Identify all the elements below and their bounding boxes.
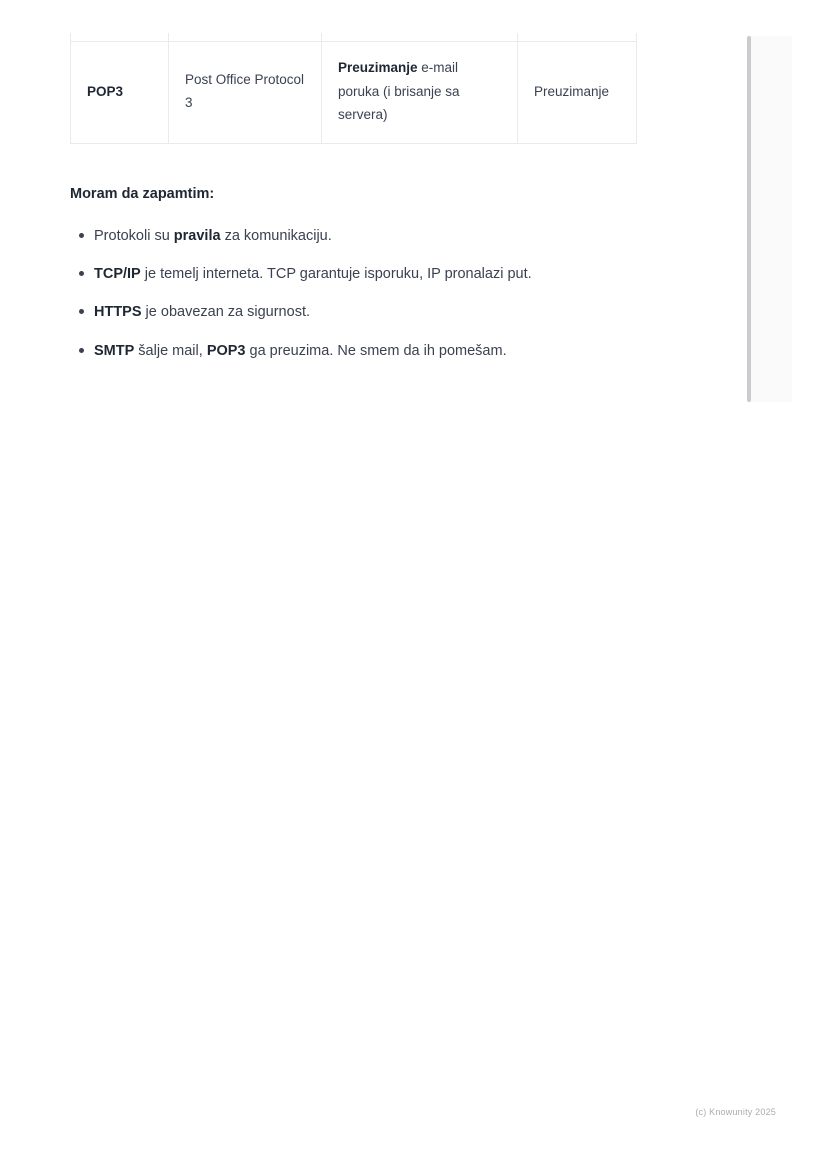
note-post: je temelj interneta. TCP garantuje isporuku, IP pronalazi put.: [140, 266, 532, 283]
scrollbar-thumb[interactable]: [747, 36, 751, 402]
note-bold: TCP/IP: [94, 266, 141, 283]
note-pre: Protokoli su: [94, 228, 174, 244]
cell-action: [518, 42, 637, 144]
header-cell-protocol: [71, 33, 169, 42]
protocol-fullname: Post Office Protocol 3: [185, 71, 305, 111]
protocols-table: [70, 33, 634, 144]
action-text: Preuzimanje: [534, 83, 610, 99]
list-item: [94, 263, 694, 286]
list-item: [94, 301, 694, 324]
cell-fullname: [169, 42, 322, 144]
note-post: šalje mail,: [134, 342, 207, 359]
page-title: Moram da zapamtim:: [70, 186, 215, 202]
header-cell-fullname: [169, 33, 322, 42]
protocol-name: POP3: [87, 83, 124, 99]
note-bold: SMTP: [94, 342, 135, 359]
note-bold: HTTPS: [94, 304, 142, 321]
note-post: je obavezan za sigurnost.: [141, 304, 310, 321]
header-cell-action: [518, 33, 637, 42]
note-bold-2: POP3: [206, 342, 246, 359]
list-item: [94, 340, 694, 363]
footer-copyright: (c) Knowunity 2025: [695, 1107, 776, 1117]
purpose-bold: Preuzimanje: [338, 60, 418, 75]
purpose-rest: e-mail poruka (i brisanje sa servera): [338, 60, 460, 123]
note-bold: pravila: [173, 228, 221, 244]
cell-protocol: [71, 42, 169, 144]
cell-purpose: [322, 42, 518, 144]
note-post: za komunikaciju.: [220, 228, 332, 244]
note-post-2: ga preuzima. Ne smem da ih pomešam.: [245, 342, 507, 359]
scroll-rail[interactable]: [751, 36, 792, 402]
list-item: [94, 225, 694, 248]
header-cell-purpose: [322, 33, 518, 42]
table-header-strip: [71, 33, 637, 42]
table-row: [71, 42, 637, 144]
notes-list: [70, 225, 694, 378]
